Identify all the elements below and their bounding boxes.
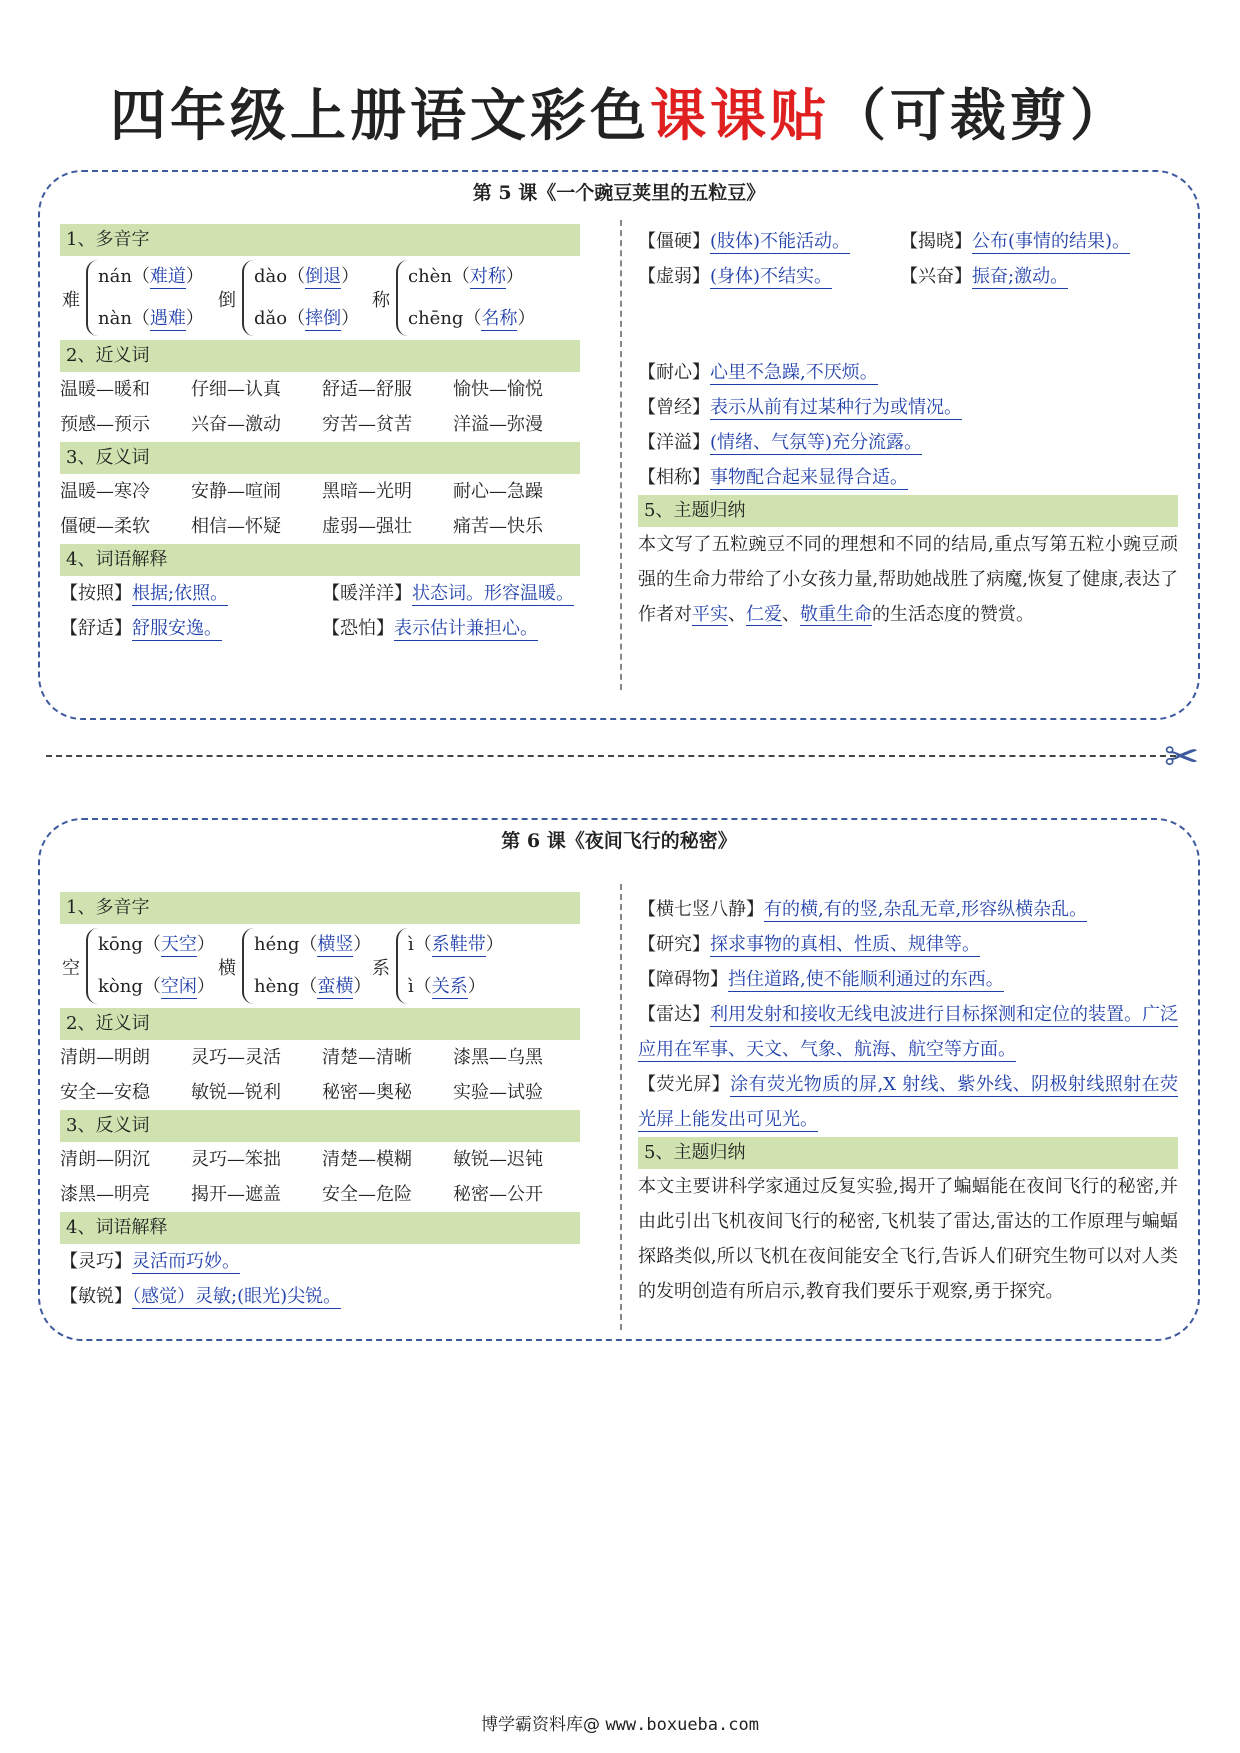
definition-row: 【耐心】心里不急躁,不厌烦。 xyxy=(638,362,878,383)
definition-row: 【虚弱】(身体)不结实。 【兴奋】振奋;激动。 xyxy=(638,266,1069,287)
lesson-5-right-column xyxy=(638,224,1178,632)
section-antonyms: 3、反义词 xyxy=(60,442,580,474)
column-divider xyxy=(620,220,622,690)
definition-row: 【敏锐】（感觉）灵敏;(眼光)尖锐。 xyxy=(60,1286,342,1307)
definition-row: 【横七竖八静】有的横,有的竖,杂乱无章,形容纵横杂乱。 xyxy=(638,899,1088,920)
lesson-6-card xyxy=(38,818,1200,1341)
definition-row: 【按照】根据;依照。 【暖洋洋】状态词。形容温暖。 xyxy=(60,583,574,604)
section-synonyms: 2、近义词 xyxy=(60,1008,580,1040)
scissors-icon: ✂ xyxy=(1164,732,1200,781)
section-polyphonic: 1、多音字 xyxy=(60,892,580,924)
synonym-row: 预感—预示 兴奋—激动 穷苦—贫苦 洋溢—弥漫 xyxy=(60,414,543,435)
lesson-6-title: 第 6 课《夜间飞行的秘密》 xyxy=(501,830,737,852)
definition-row: 【曾经】表示从前有过某种行为或情况。 xyxy=(638,397,962,418)
antonym-row: 温暖—寒冷 安静—喧闹 黑暗—光明 耐心—急躁 xyxy=(60,481,543,502)
definition-row: 【研究】探求事物的真相、性质、规律等。 xyxy=(638,934,980,955)
lesson-5-title: 第 5 课《一个豌豆荚里的五粒豆》 xyxy=(472,182,766,204)
definition-row: 【舒适】舒服安逸。 【恐怕】表示估计兼担心。 xyxy=(60,618,538,639)
antonym-row: 漆黑—明亮 揭开—遮盖 安全—危险 秘密—公开 xyxy=(60,1184,543,1205)
theme-paragraph: 本文主要讲科学家通过反复实验,揭开了蝙蝠能在夜间飞行的秘密,并由此引出飞机夜间飞行的秘密,飞机装了雷达,雷达的工作原理与蝙蝠探路类似,所以飞机在夜间能安全飞行,告诉人们研究生物可以对人类的发明创造有所启示,教育我们要乐于观察,勇于探究。 xyxy=(638,1176,1178,1302)
section-definitions: 4、词语解释 xyxy=(60,544,580,576)
lesson-6-left-column xyxy=(60,892,580,1314)
definition-row: 【障碍物】挡住道路,使不能顺利通过的东西。 xyxy=(638,969,1004,990)
lesson-5-left-column xyxy=(60,224,580,646)
antonym-row: 清朗—阴沉 灵巧—笨拙 清楚—模糊 敏锐—迟钝 xyxy=(60,1149,543,1170)
definition-row: 【相称】事物配合起来显得合适。 xyxy=(638,467,908,488)
section-theme: 5、主题归纳 xyxy=(638,495,1178,527)
antonym-row: 僵硬—柔软 相信—怀疑 虚弱—强壮 痛苦—快乐 xyxy=(60,516,543,537)
polyphonic-group: 难 nán（难道） nàn（遇难） 倒 dào（倒退） dǎo（摔倒） 称 chèn（对称） chēng（名称） xyxy=(60,256,580,340)
page-title: 四年级上册语文彩色课课贴（可裁剪） xyxy=(110,84,1130,149)
section-polyphonic: 1、多音字 xyxy=(60,224,580,256)
section-theme: 5、主题归纳 xyxy=(638,1137,1178,1169)
lesson-5-card xyxy=(38,170,1200,720)
lesson-6-right-column xyxy=(638,892,1178,1309)
synonym-row: 安全—安稳 敏锐—锐利 秘密—奥秘 实验—试验 xyxy=(60,1082,543,1103)
definition-row: 【荧光屏】涂有荧光物质的屏,X 射线、紫外线、阴极射线照射在荧光屏上能发出可见光。 xyxy=(638,1074,1179,1130)
section-antonyms: 3、反义词 xyxy=(60,1110,580,1142)
section-synonyms: 2、近义词 xyxy=(60,340,580,372)
polyphonic-group: 空 kōng（天空） kòng（空闲） 横 héng（横竖） hèng（蛮横） 系 ì（系鞋带） ì（关系） xyxy=(60,924,580,1008)
section-definitions: 4、词语解释 xyxy=(60,1212,580,1244)
definition-row: 【灵巧】灵活而巧妙。 xyxy=(60,1251,240,1272)
synonym-row: 温暖—暖和 仔细—认真 舒适—舒服 愉快—愉悦 xyxy=(60,379,543,400)
column-divider xyxy=(620,884,622,1330)
cut-line xyxy=(46,755,1176,757)
definition-row: 【僵硬】(肢体)不能活动。 【揭晓】公布(事情的结果)。 xyxy=(638,231,1131,252)
definition-row: 【雷达】利用发射和接收无线电波进行目标探测和定位的装置。广泛应用在军事、天文、气象、航海、航空等方面。 xyxy=(638,1004,1178,1060)
synonym-row: 清朗—明朗 灵巧—灵活 清楚—清晰 漆黑—乌黑 xyxy=(60,1047,543,1068)
definition-row: 【洋溢】(情绪、气氛等)充分流露。 xyxy=(638,432,923,453)
theme-paragraph: 本文写了五粒豌豆不同的理想和不同的结局,重点写第五粒小豌豆顽强的生命力带给了小女孩力量,帮助她战胜了病魔,恢复了健康,表达了作者对平实、仁爱、敬重生命的生活态度的赞赏。 xyxy=(638,534,1178,625)
footer-watermark: 博学霸资料库@ www.boxueba.com xyxy=(481,1715,759,1735)
